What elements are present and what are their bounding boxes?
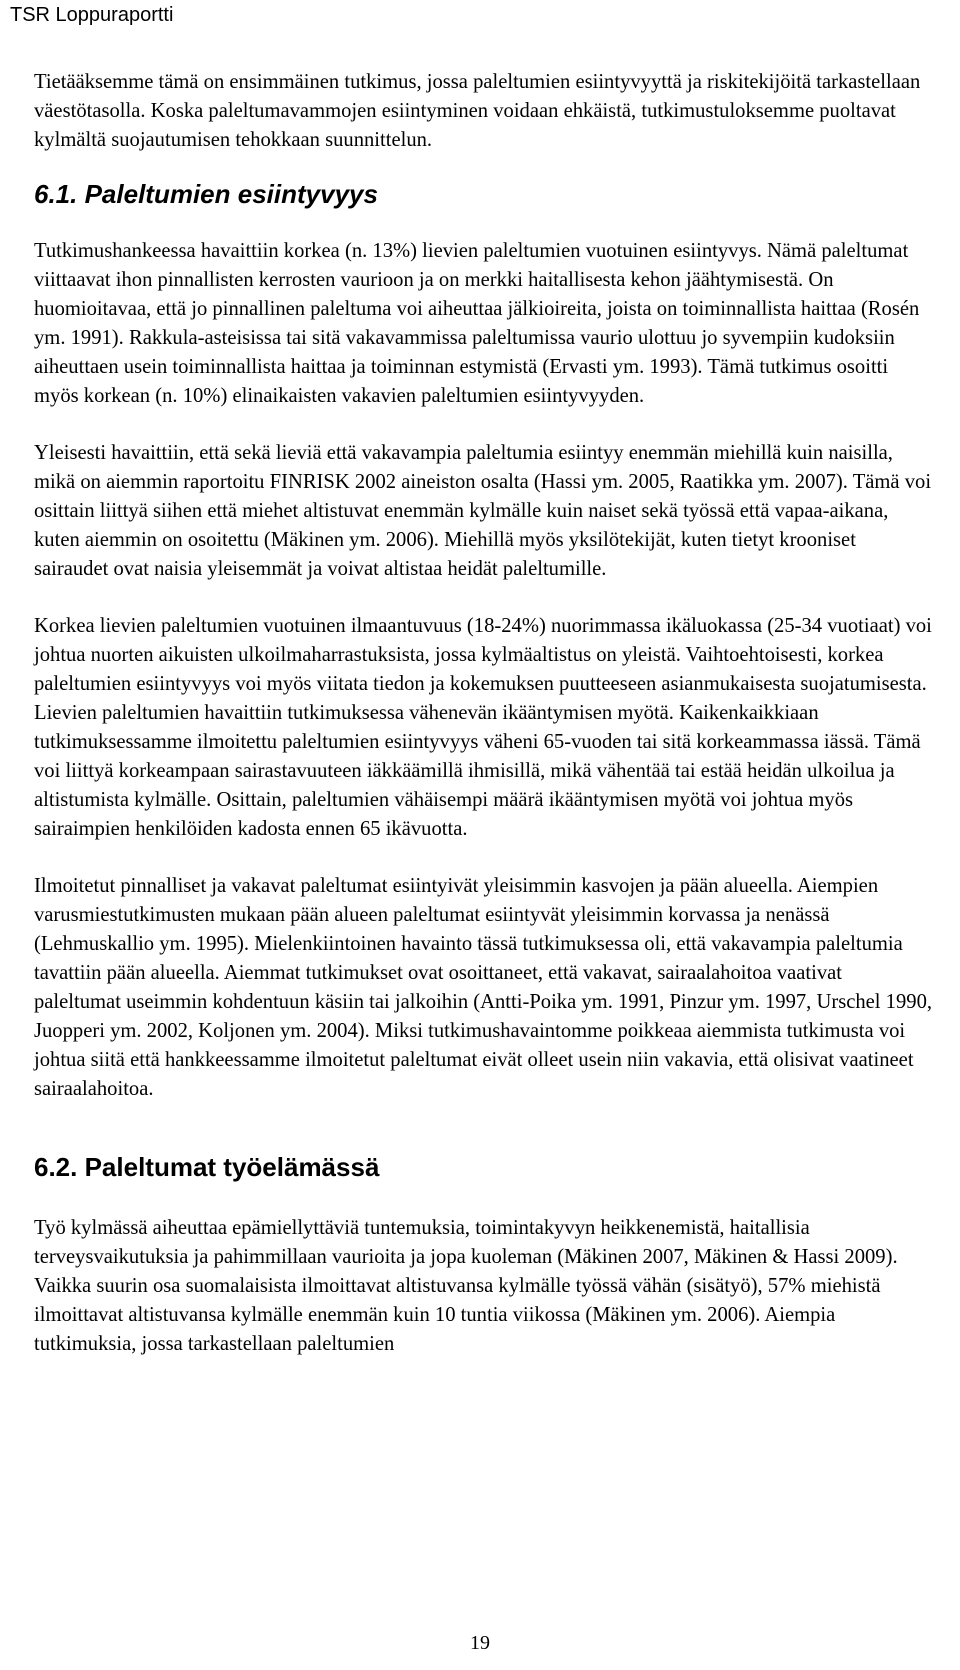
section-heading-6-1: 6.1. Paleltumien esiintyvyys [34, 179, 378, 209]
paragraph-5: Työ kylmässä aiheuttaa epämiellyttäviä tuntemuksia, toimintakyvyn heikkenemistä, haitallisia terveysvaikutuksia ja pahimmillaan vaurioita ja jopa kuoleman (Mäkinen 2007, Mäkinen & Hassi 2009). Vaikka suurin osa suomalaisista ilmoittavat altistuvansa kylmälle työssä vähän (sisätyö), 57% miehistä ilmoittavat altistuvansa kylmälle enemmän kuin 10 tuntia viikossa (Mäkinen ym. 2006). Aiempia tutkimuksia, jossa tarkastellaan paleltumien [34, 1217, 898, 1355]
paragraph-intro: Tietääksemme tämä on ensimmäinen tutkimus, jossa paleltumien esiintyvyyttä ja riskitekijöitä tarkastellaan väestötasolla. Koska paleltumavammojen esiintyminen voidaan ehkäistä, tutkimustuloksemme puoltavat kylmältä suojautumisen tehokkaan suunnittelun. [34, 71, 921, 151]
paragraph-4: Ilmoitetut pinnalliset ja vakavat paleltumat esiintyivät yleisimmin kasvojen ja pään alueella. Aiempien varusmiestutkimusten mukaan pään alueen paleltumat esiintyvät yleisimmin korvassa ja nenässä (Lehmuskallio ym. 1995). Mielenkiintoinen havainto tässä tutkimuksessa oli, että vakavampia paleltumia tavattiin pään alueella. Aiemmat tutkimukset ovat osoittaneet, että vakavat, sairaalahoitoa vaativat paleltumat useimmin kohdentuun käsiin tai jalkoihin (Antti-Poika ym. 1991, Pinzur ym. 1997, Urschel 1990, Juopperi ym. 2002, Koljonen ym. 2004). Miksi tutkimushavaintomme poikkeaa aiemmista tutkimusta voi johtua siitä että hankkeessamme ilmoitetut paleltumat eivät olleet usein niin vakavia, että olisivat vaatineet sairaalahoitoa. [34, 875, 933, 1100]
paragraph-3: Korkea lievien paleltumien vuotuinen ilmaantuvuus (18-24%) nuorimmassa ikäluokassa (25-34 vuotiaat) voi johtua nuorten aikuisten ulkoilmaharrastuksista, jossa kylmäaltistus on yleistä. Vaihtoehtoisesti, korkea paleltumien esiintyvyys voi myös viitata tiedon ja kokemuksen puutteeseen asianmukaisesta suojatumisesta. Lievien paleltumien havaittiin tutkimuksessa vähenevän ikääntymisen myötä. Kaikenkaikkiaan tutkimuksessamme ilmoitettu paleltumien esiintyvyys väheni 65-vuoden tai sitä korkeammassa iässä. Tämä voi liittyä korkeampaan sairastavuuteen iäkkäämillä ihmisillä, mikä vähentää tai estää heidän ulkoilua ja altistumista kylmälle. Osittain, paleltumien vähäisempi määrä ikääntymisen myötä voi johtua myös sairaimpien henkilöiden kadosta ennen 65 ikävuotta. [34, 615, 932, 840]
document-header: TSR Loppuraportti [10, 4, 174, 26]
paragraph-2: Yleisesti havaittiin, että sekä lieviä että vakavampia paleltumia esiintyy enemmän miehillä kuin naisilla, mikä on aiemmin raportoitu FINRISK 2002 aineiston osalta (Hassi ym. 2005, Raatikka ym. 2007). Tämä voi osittain liittyä siihen että miehet altistuvat enemmän kylmälle kuin naiset sekä työssä että vapaa-aikana, kuten aiemmin on osoitettu (Mäkinen ym. 2006). Miehillä myös yksilötekijät, kuten tietyt krooniset sairaudet ovat naisia yleisemmät ja voivat altistaa heidät paleltumille. [34, 442, 932, 580]
paragraph-1: Tutkimushankeessa havaittiin korkea (n. 13%) lievien paleltumien vuotuinen esiintyvys. Nämä paleltumat viittaavat ihon pinnallisten kerrosten vaurioon ja on merkki haitallisesta kehon jäähtymisestä. On huomioitavaa, että jo pinnallinen paleltuma voi aiheuttaa jälkioireita, joista on toiminnallista haittaa (Rosén ym. 1991). Rakkula-asteisissa tai sitä vakavammissa paleltumissa vaurio ulottuu jo syvempiin kudoksiin aiheuttaen usein toiminnallista haittaa ja toiminnan estymistä (Ervasti ym. 1993). Tämä tutkimus osoitti myös korkean (n. 10%) elinaikaisten vakavien paleltumien esiintyvyyden. [34, 240, 920, 407]
page-number: 19 [470, 1632, 490, 1654]
document-body [34, 68, 934, 1359]
section-heading-6-2: 6.2. Paleltumat työelämässä [34, 1152, 380, 1182]
